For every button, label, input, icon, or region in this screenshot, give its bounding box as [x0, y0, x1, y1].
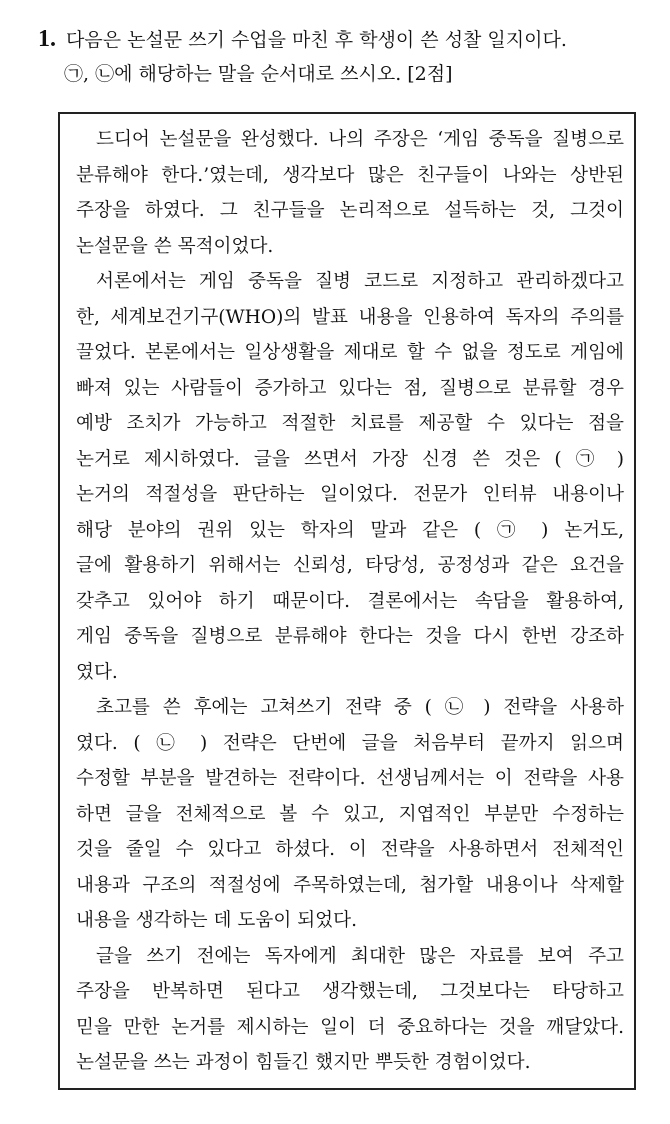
passage-line: 논거로 제시하였다. 글을 쓰면서 가장 신경 쓴 것은 ( ㉠ ) [76, 448, 624, 470]
passage-line: 갖추고 있어야 하기 때문이다. 결론에서는 속담을 활용하여, [76, 590, 624, 612]
passage-line: 글을 쓰기 전에는 독자에게 최대한 많은 자료를 보여 주고 [96, 945, 624, 967]
passage-line: 글에 활용하기 위해서는 신뢰성, 타당성, 공정성과 같은 요건을 [76, 555, 624, 576]
passage-line: 주장을 반복하면 된다고 생각했는데, 그것보다는 타당하고 [76, 981, 624, 1002]
passage-line: 내용과 구조의 적절성에 주목하였는데, 첨가할 내용이나 삭제할 [76, 874, 624, 896]
question-line-2: ㉠, ㉡에 해당하는 말을 순서대로 쓰시오. [2점] [64, 63, 453, 85]
question-number: 1. [38, 26, 56, 52]
passage-line: 주장을 하였다. 그 친구들을 논리적으로 설득하는 것, 그것이 [76, 200, 624, 221]
passage-line: 게임 중독을 질병으로 분류해야 한다는 것을 다시 한번 강조하 [76, 626, 624, 647]
passage-line: 논설문을 쓰는 과정이 힘들긴 했지만 뿌듯한 경험이었다. [76, 1052, 531, 1073]
passage-line: 였다. ( ㉡ ) 전략은 단번에 글을 처음부터 끝까지 읽으며 [76, 732, 624, 754]
passage-line: 논거의 적절성을 판단하는 일이었다. 전문가 인터뷰 내용이나 [76, 484, 624, 505]
passage-line: 빠져 있는 사람들이 증가하고 있다는 점, 질병으로 분류할 경우 [76, 377, 624, 399]
passage-line: 예방 조치가 가능하고 적절한 치료를 제공할 수 있다는 점을 [76, 413, 624, 434]
question [38, 22, 648, 91]
passage-line: 하면 글을 전체적으로 볼 수 있고, 지엽적인 부분만 수정하는 [76, 803, 624, 825]
passage-line: 드디어 논설문을 완성했다. 나의 주장은 ‘게임 중독을 질병으로 [96, 129, 624, 150]
passage-line: 서론에서는 게임 중독을 질병 코드로 지정하고 관리하겠다고 [96, 271, 624, 292]
question-prompt: 다음은 논설문 쓰기 수업을 마친 후 학생이 쓴 성찰 일지이다. [66, 29, 567, 51]
passage [76, 122, 624, 1081]
passage-box [58, 112, 636, 1090]
passage-line: 내용을 생각하는 데 도움이 되었다. [76, 910, 358, 931]
question-line-1 [38, 22, 648, 57]
passage-line: 초고를 쓴 후에는 고쳐쓰기 전략 중 ( ㉡ ) 전략을 사용하 [96, 697, 624, 718]
passage-line: 믿을 만한 논거를 제시하는 일이 더 중요하다는 것을 깨달았다. [76, 1016, 624, 1038]
passage-line: 수정할 부분을 발견하는 전략이다. 선생님께서는 이 전략을 사용 [76, 768, 624, 789]
passage-line: 한, 세계보건기구(WHO)의 발표 내용을 인용하여 독자의 주의를 [76, 306, 624, 328]
passage-line: 해당 분야의 권위 있는 학자의 말과 같은 ( ㉠ ) 논거도, [76, 519, 624, 541]
passage-line: 분류해야 한다.’였는데, 생각보다 많은 친구들이 나와는 상반된 [76, 164, 624, 186]
passage-line: 것을 줄일 수 있다고 하셨다. 이 전략을 사용하면서 전체적인 [76, 839, 624, 860]
passage-line: 였다. [76, 661, 118, 683]
passage-line: 끌었다. 본론에서는 일상생활을 제대로 할 수 없을 정도로 게임에 [76, 342, 624, 363]
passage-line: 논설문을 쓴 목적이었다. [76, 235, 274, 257]
